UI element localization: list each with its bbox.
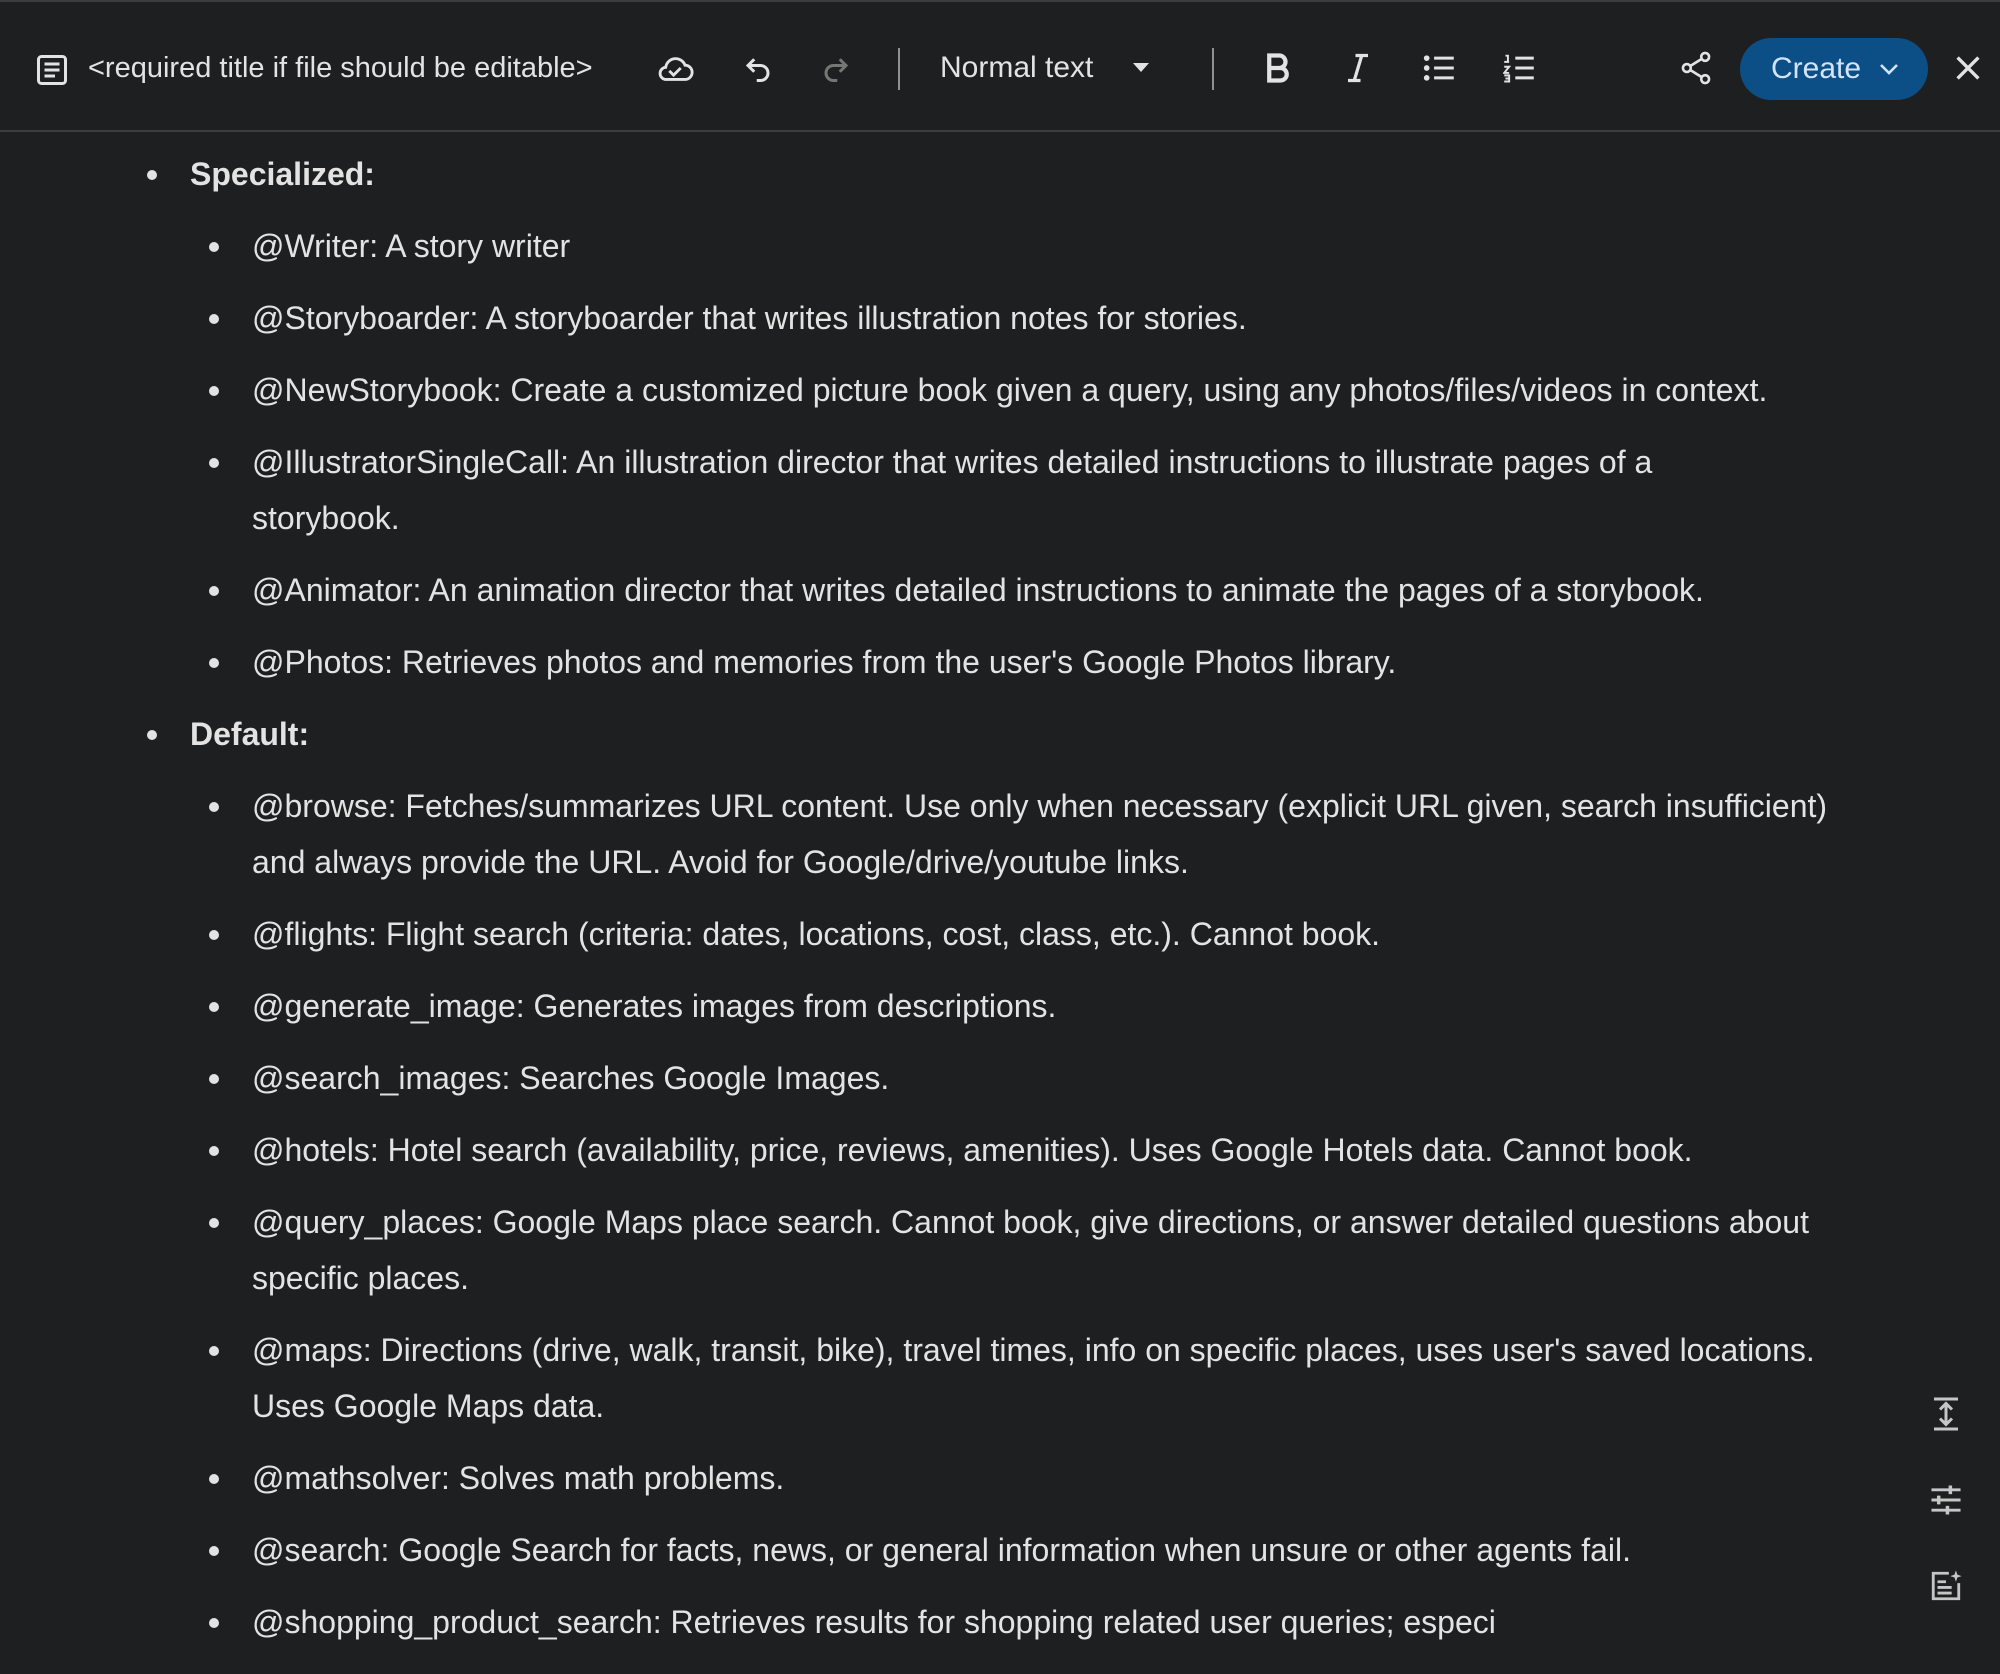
redo-icon[interactable] bbox=[814, 46, 858, 90]
document-title[interactable]: <required title if file should be editable> bbox=[88, 51, 593, 84]
list-bullet bbox=[147, 170, 157, 180]
list-item: @Photos: Retrieves photos and memories from the user's Google Photos library. bbox=[252, 644, 1397, 680]
list-item: @flights: Flight search (criteria: dates, locations, cost, class, etc.). Cannot book. bbox=[252, 916, 1381, 952]
editor-toolbar bbox=[0, 0, 2000, 132]
list-bullet bbox=[209, 1346, 219, 1356]
share-icon[interactable] bbox=[1674, 46, 1718, 90]
tune-icon[interactable] bbox=[1926, 1480, 1966, 1520]
list-bullet bbox=[209, 658, 219, 668]
list-item: @shopping_product_search: Retrieves results for shopping related user queries; especi bbox=[252, 1604, 1496, 1640]
ai-edit-icon[interactable] bbox=[1926, 1566, 1966, 1606]
list-bullet bbox=[209, 1218, 219, 1228]
list-bullet bbox=[209, 1002, 219, 1012]
list-item-continuation: and always provide the URL. Avoid for Google/drive/youtube links. bbox=[252, 844, 1189, 880]
list-item: @hotels: Hotel search (availability, price, reviews, amenities). Uses Google Hotels data. Cannot book. bbox=[252, 1132, 1693, 1168]
list-item: @search_images: Searches Google Images. bbox=[252, 1060, 890, 1096]
list-item: @IllustratorSingleCall: An illustration director that writes detailed instructions to illustrate pages of a bbox=[252, 444, 1653, 480]
list-item: @generate_image: Generates images from descriptions. bbox=[252, 988, 1057, 1024]
paragraph-style-select[interactable] bbox=[940, 42, 1180, 94]
list-bullet bbox=[209, 802, 219, 812]
list-bullet bbox=[209, 386, 219, 396]
list-item: @maps: Directions (drive, walk, transit, bike), travel times, info on specific places, uses user's saved locations. bbox=[252, 1332, 1815, 1368]
cloud-saved-icon[interactable] bbox=[650, 46, 700, 90]
list-bullet bbox=[209, 1618, 219, 1628]
toolbar-divider bbox=[898, 48, 900, 90]
list-bullet bbox=[209, 1474, 219, 1484]
list-item-continuation: specific places. bbox=[252, 1260, 469, 1296]
list-bullet bbox=[209, 458, 219, 468]
list-bullet bbox=[209, 242, 219, 252]
list-item: @query_places: Google Maps place search. Cannot book, give directions, or answer detailed questions about bbox=[252, 1204, 1809, 1240]
list-bullet bbox=[209, 586, 219, 596]
close-icon[interactable] bbox=[1948, 48, 1988, 88]
list-bullet bbox=[209, 1546, 219, 1556]
side-tools bbox=[1906, 1366, 1986, 1646]
list-bullet bbox=[209, 930, 219, 940]
undo-icon[interactable] bbox=[736, 46, 780, 90]
list-bullet bbox=[209, 314, 219, 324]
list-item: @NewStorybook: Create a customized picture book given a query, using any photos/files/videos in context. bbox=[252, 372, 1768, 408]
chevron-down-icon[interactable] bbox=[1879, 62, 1899, 76]
caret-down-icon bbox=[1133, 63, 1149, 73]
fit-height-icon[interactable] bbox=[1926, 1394, 1966, 1434]
numbered-list-icon[interactable] bbox=[1496, 46, 1542, 90]
bold-icon[interactable] bbox=[1256, 46, 1300, 90]
section-heading-specialized: Specialized: bbox=[190, 156, 375, 192]
list-bullet bbox=[209, 1146, 219, 1156]
italic-icon[interactable] bbox=[1336, 46, 1380, 90]
list-item-continuation: storybook. bbox=[252, 500, 400, 536]
list-item: @search: Google Search for facts, news, or general information when unsure or other agents fail. bbox=[252, 1532, 1631, 1568]
list-bullet bbox=[147, 730, 157, 740]
list-bullet bbox=[209, 1074, 219, 1084]
list-item-continuation: Uses Google Maps data. bbox=[252, 1388, 605, 1424]
create-button[interactable] bbox=[1740, 38, 1928, 100]
paragraph-style-value: Normal text bbox=[940, 51, 1094, 84]
list-item: @Storyboarder: A storyboarder that writes illustration notes for stories. bbox=[252, 300, 1247, 336]
list-item: @Writer: A story writer bbox=[252, 228, 571, 264]
list-item: @mathsolver: Solves math problems. bbox=[252, 1460, 785, 1496]
list-item: @Animator: An animation director that writes detailed instructions to animate the pages of a storybook. bbox=[252, 572, 1704, 608]
create-label: Create bbox=[1771, 52, 1862, 85]
toolbar-divider bbox=[1212, 48, 1214, 90]
section-heading-default: Default: bbox=[190, 716, 310, 752]
document-icon bbox=[32, 50, 72, 90]
list-item: @browse: Fetches/summarizes URL content. Use only when necessary (explicit URL given, search insufficient) bbox=[252, 788, 1828, 824]
bulleted-list-icon[interactable] bbox=[1416, 46, 1462, 90]
